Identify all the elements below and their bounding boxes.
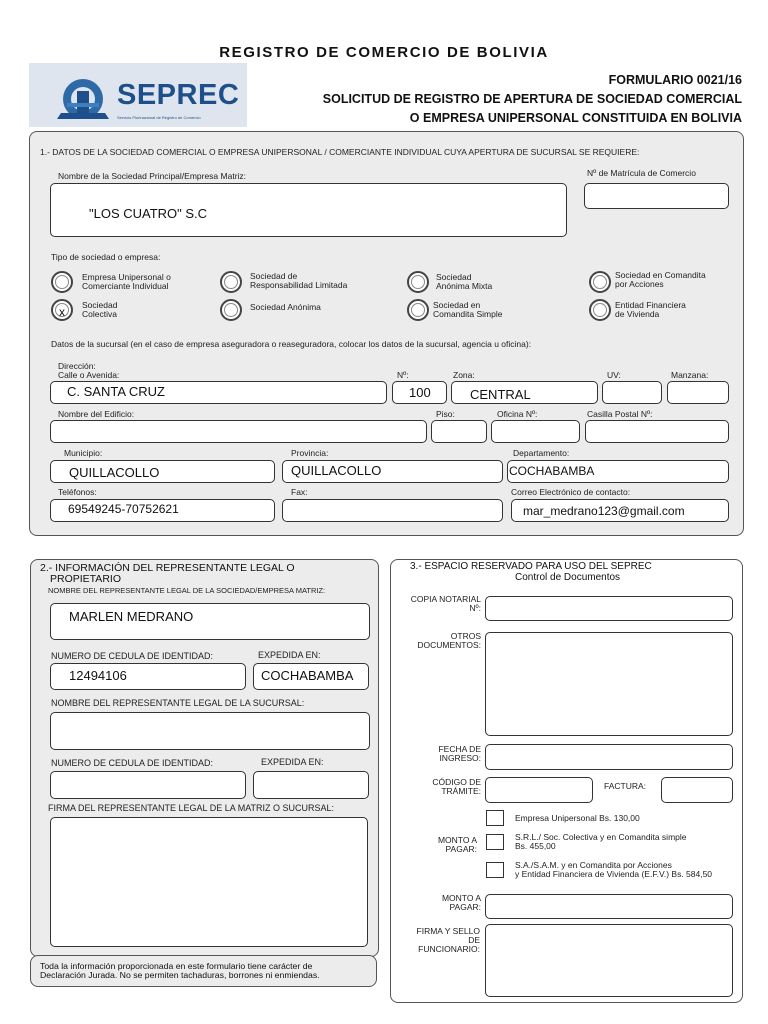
floor-field[interactable]: [431, 420, 487, 443]
pobox-field[interactable]: [585, 420, 729, 443]
id-field-2[interactable]: [50, 771, 246, 799]
number-label: Nº:: [397, 370, 409, 380]
type-label-srl: Sociedad de Responsabilidad Limitada: [250, 271, 348, 290]
address-label: Dirección:: [58, 361, 96, 371]
type-radio-sam[interactable]: [407, 271, 429, 293]
type-radio-colectiva[interactable]: x: [51, 299, 73, 321]
amount-label: MONTO A PAGAR:: [437, 835, 477, 854]
number-value: 100: [409, 385, 431, 400]
logo-emblem-icon: [57, 73, 119, 121]
signature-label: FIRMA DEL REPRESENTANTE LEGAL DE LA MATRIZ O SUCURSAL:: [48, 803, 335, 813]
other-docs-field[interactable]: [485, 632, 733, 736]
manzana-label: Manzana:: [671, 370, 709, 380]
pobox-label: Casilla Postal Nº:: [587, 409, 653, 419]
branch-rep-label: NOMBRE DEL REPRESENTANTE LEGAL DE LA SUCURSAL:: [51, 698, 305, 708]
municipio-label: Municipio:: [64, 448, 103, 458]
logo-tagline: Servicio Plurinacional de Registro de Comercio: [117, 115, 201, 120]
departamento-label: Departamento:: [513, 448, 570, 458]
type-label-sam: Sociedad Anónima Mixta: [436, 272, 493, 291]
issued-label-1: EXPEDIDA EN:: [258, 650, 321, 660]
section-3-heading: 3.- ESPACIO RESERVADO PARA USO DEL SEPREC Control de Documentos: [410, 561, 652, 583]
form-number: FORMULARIO 0021/16: [608, 73, 742, 87]
disclaimer-text: Toda la información proporcionada en este formulario tiene carácter de Declaración Jurada. No se permiten tachaduras, borrones ni enmiendas.: [40, 961, 320, 981]
street-label: Calle o Avenida:: [58, 370, 120, 380]
seprec-logo: [29, 63, 247, 127]
issued-field-2[interactable]: [253, 771, 369, 799]
office-field[interactable]: [491, 420, 580, 443]
parent-name-value: "LOS CUATRO" S.C: [89, 206, 208, 221]
amount-field[interactable]: [485, 894, 733, 919]
uv-field[interactable]: [602, 381, 662, 404]
procedure-code-field[interactable]: [485, 777, 593, 803]
type-radio-sca[interactable]: [589, 271, 611, 293]
type-label-scs: Sociedad en Comandita Simple: [433, 300, 503, 319]
office-label: Oficina Nº:: [497, 409, 538, 419]
signature-field[interactable]: [50, 817, 368, 947]
phones-label: Teléfonos:: [58, 487, 97, 497]
entry-date-label: FECHA DE INGRESO:: [438, 744, 481, 763]
uv-label: UV:: [607, 370, 621, 380]
form-subtitle-2: O EMPRESA UNIPERSONAL CONSTITUIDA EN BOLIVIA: [409, 111, 742, 125]
fee-label-sa: S.A./S.A.M. y en Comandita por Acciones y Entidad Financiera de Vivienda (E.F.V.) Bs. 584,50: [515, 860, 713, 879]
type-label-efv: Entidad Financiera de Vivienda: [615, 300, 686, 319]
type-radio-efv[interactable]: [589, 299, 611, 321]
departamento-value: COCHABAMBA: [509, 464, 595, 478]
type-label-unipersonal: Empresa Unipersonal o Comerciante Individual: [82, 272, 171, 291]
building-label: Nombre del Edificio:: [58, 409, 135, 419]
id-label-1: NUMERO DE CEDULA DE IDENTIDAD:: [51, 651, 214, 661]
type-radio-sa[interactable]: [220, 299, 242, 321]
matricula-label: Nº de Matrícula de Comercio: [587, 168, 696, 178]
matrix-rep-value: MARLEN MEDRANO: [69, 609, 194, 624]
floor-label: Piso:: [436, 409, 455, 419]
notarial-copy-field[interactable]: [485, 596, 733, 621]
notarial-copy-label: COPIA NOTARIAL Nº:: [410, 594, 481, 613]
street-value: C. SANTA CRUZ: [67, 384, 165, 399]
zone-label: Zona:: [453, 370, 475, 380]
type-radio-srl[interactable]: [220, 271, 242, 293]
branch-rep-field[interactable]: [50, 712, 370, 750]
other-docs-label: OTROS DOCUMENTOS:: [417, 631, 481, 650]
type-radio-scs[interactable]: [407, 299, 429, 321]
official-signature-field[interactable]: [485, 924, 733, 997]
provincia-label: Provincia:: [291, 448, 329, 458]
form-subtitle-1: SOLICITUD DE REGISTRO DE APERTURA DE SOCIEDAD COMERCIAL: [322, 92, 742, 106]
matricula-field[interactable]: [584, 183, 729, 209]
fee-label-srl: S.R.L./ Soc. Colectiva y en Comandita simple Bs. 455,00: [515, 832, 687, 851]
fax-label: Fax:: [291, 487, 308, 497]
type-label-sca: Sociedad en Comandita por Acciones: [615, 270, 706, 289]
invoice-label: FACTURA:: [604, 781, 647, 791]
email-label: Correo Electrónico de contacto:: [511, 487, 631, 497]
form-title: REGISTRO DE COMERCIO DE BOLIVIA: [219, 44, 549, 61]
logo-text: SEPREC: [117, 79, 240, 111]
fee-checkbox-sa[interactable]: [486, 862, 504, 878]
phones-value: 69549245-70752621: [68, 502, 179, 516]
id-label-2: NUMERO DE CEDULA DE IDENTIDAD:: [51, 758, 214, 768]
fee-checkbox-srl[interactable]: [486, 834, 504, 850]
manzana-field[interactable]: [667, 381, 729, 404]
matrix-rep-label: NOMBRE DEL REPRESENTANTE LEGAL DE LA SOCIEDAD/EMPRESA MATRIZ:: [48, 586, 326, 595]
section-1-heading: 1.- DATOS DE LA SOCIEDAD COMERCIAL O EMPRESA UNIPERSONAL / COMERCIANTE INDIVIDUAL CUYA APERTURA DE SUCURSAL SE REQUIERE:: [40, 147, 640, 157]
entry-date-field[interactable]: [485, 744, 733, 770]
type-label-sa: Sociedad Anónima: [250, 302, 321, 312]
fee-checkbox-unipersonal[interactable]: [486, 810, 504, 826]
procedure-code-label: CÓDIGO DE TRÁMITE:: [432, 777, 481, 796]
amount-label-2: MONTO A PAGAR:: [441, 893, 481, 912]
municipio-value: QUILLACOLLO: [69, 465, 160, 480]
branch-data-label: Datos de la sucursal (en el caso de empresa aseguradora o reaseguradora, colocar los datos de la sucursal, agencia u oficina):: [51, 339, 532, 349]
building-field[interactable]: [50, 420, 427, 443]
fax-field[interactable]: [282, 499, 503, 522]
type-radio-unipersonal[interactable]: [51, 271, 73, 293]
section-2-heading: 2.- INFORMACIÓN DEL REPRESENTANTE LEGAL O PROPIETARIO: [40, 562, 295, 586]
company-type-label: Tipo de sociedad o empresa:: [51, 252, 161, 262]
email-value: mar_medrano123@gmail.com: [523, 504, 685, 518]
zone-value: CENTRAL: [470, 387, 531, 402]
issued-value-1: COCHABAMBA: [261, 668, 354, 683]
provincia-value: QUILLACOLLO: [291, 463, 382, 478]
official-signature-label: FIRMA Y SELLO DE FUNCIONARIO:: [416, 926, 480, 954]
issued-label-2: EXPEDIDA EN:: [261, 757, 324, 767]
type-label-colectiva: Sociedad Colectiva: [82, 300, 118, 319]
parent-name-label: Nombre de la Sociedad Principal/Empresa Matriz:: [58, 171, 247, 181]
id-value-1: 12494106: [69, 668, 127, 683]
invoice-field[interactable]: [661, 777, 733, 803]
fee-label-unipersonal: Empresa Unipersonal Bs. 130,00: [515, 813, 640, 823]
